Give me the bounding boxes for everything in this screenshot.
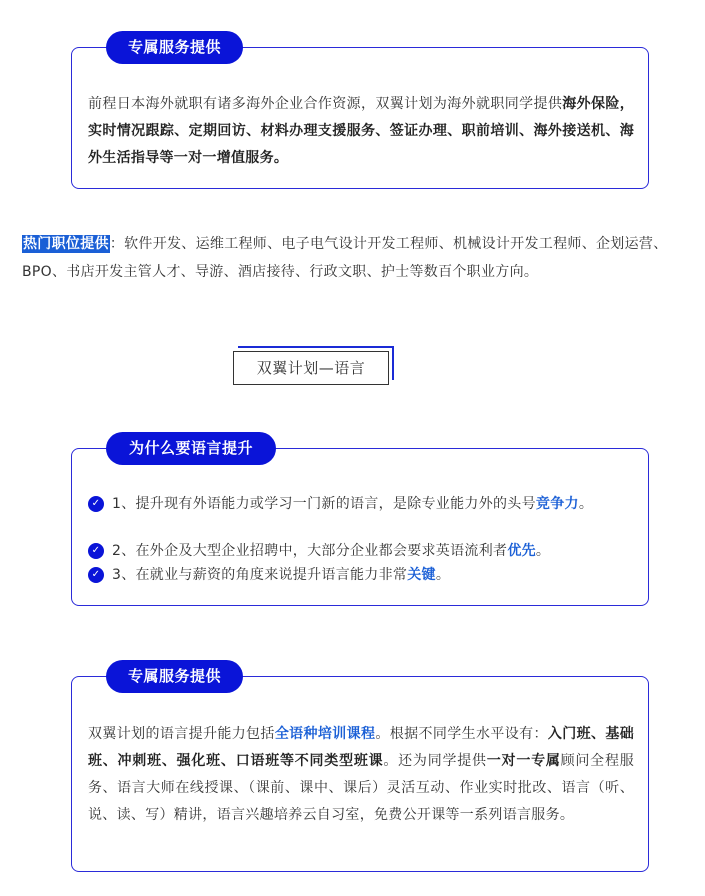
why-language-card [71,439,649,606]
check-circle-icon: ✓ [88,543,104,559]
check-circle-icon: ✓ [88,496,104,512]
hot-jobs-text: ：软件开发、运维工程师、电子电气设计开发工程师、机械设计开发工程师、企划运营、BPO、书店开发主管人才、导游、酒店接待、行政文职、护士等数百个职业方向。 [22,236,668,280]
hot-jobs-paragraph [22,230,702,286]
reason-highlight: 关键 [407,567,436,583]
service-text-bold: 海外保险，实时情况跟踪、定期回访、材料办理支援服务、签证办理、职前培训、海外接送机、海外生活指导等一对一增值服务。 [88,96,634,166]
service-card-text [88,721,634,829]
service-highlight: 全语种培训课程 [274,726,376,742]
service-bold: 一对一专属 [486,753,561,769]
reason-highlight: 竞争力 [535,496,579,512]
service-text-plain: 前程日本海外就职有诸多海外企业合作资源，双翼计划为海外就职同学提供 [88,96,563,112]
reason-item [88,492,634,517]
service-card-title: 专属服务提供 [106,31,243,64]
service-text: 顾问全程服务、语言大师在线授课、（课前、课中、课后）灵活互动、作业实时批改、语言（听、说、读、写）精讲，语言兴趣培养云自习室，免费公开课等一系列语言服务。 [88,753,635,823]
hot-jobs-label: 热门职位提供 [23,236,109,252]
service-card-text [88,91,634,172]
reason-item [88,563,634,588]
reason-highlight: 优先 [507,543,536,559]
reason-end: 。 [535,543,551,559]
reason-text: 2、在外企及大型企业招聘中，大部分企业都会要求英语流利者 [112,543,508,559]
why-language-title: 为什么要语言提升 [106,432,276,465]
section-title: 双翼计划—语言 [233,351,389,385]
reason-item [88,539,634,564]
service-bold: 入门班、基础班、冲刺班、强化班、口语班等不同类型班课 [88,726,634,769]
service-card-title: 专属服务提供 [106,660,243,693]
service-card-overseas [71,38,649,189]
reason-text: 1、提升现有外语能力或学习一门新的语言，是除专业能力外的头号 [112,496,536,512]
reason-end: 。 [435,567,451,583]
reason-end: 。 [578,496,594,512]
service-text: 。还为同学提供 [383,753,487,769]
service-text: 双翼计划的语言提升能力包括 [88,726,275,742]
service-card-language [71,667,649,872]
service-text: 。根据不同学生水平设有： [375,726,548,742]
reason-text: 3、在就业与薪资的角度来说提升语言能力非常 [112,567,408,583]
check-circle-icon: ✓ [88,567,104,583]
